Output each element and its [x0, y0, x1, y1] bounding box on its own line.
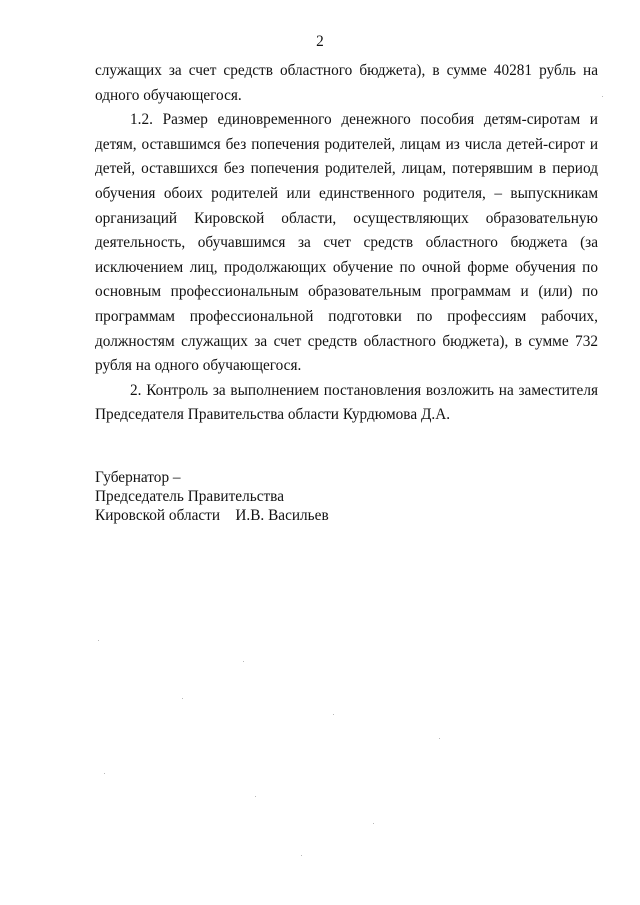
scan-speck	[98, 640, 99, 641]
scan-speck	[373, 823, 374, 824]
scan-speck	[104, 773, 105, 774]
paragraph-2: 2. Контроль за выполнением постановления возложить на заместителя Председателя Правительства области Курдюмова Д.А.	[95, 381, 598, 424]
scan-speck	[602, 96, 603, 97]
signature-block	[95, 468, 598, 525]
scan-speck	[301, 855, 302, 856]
page-number: 2	[316, 33, 324, 50]
signature-region-and-name: Кировской области И.В. Васильев	[95, 507, 329, 524]
scan-speck	[333, 714, 334, 715]
scan-speck	[439, 738, 440, 739]
scan-speck	[255, 796, 256, 797]
paragraph-continuation: служащих за счет средств областного бюджета), в сумме 40281 рубль на одного обучающегося.	[95, 62, 598, 104]
document-body	[95, 59, 598, 428]
paragraph-1-2: 1.2. Размер единовременного денежного пособия детям-сиротам и детям, оставшимся без попечения родителей, лицам из числа детей-сирот и детей, оставшихся без попечения родителей, лицам, потерявшим в период обучения обоих родителей или единственного родителя, – выпускникам организаций Кировской области, осуществляющих образовательную деятельность, обучавшимся за счет средств областного бюджета (за исключением лиц, продолжающих обучение по очной форме обучения по основным профессиональным образовательным программам и (или) по программам профессиональной подготовки по профессиям рабочих, должностям служащих за счет средств областного бюджета), в сумме 732 рубля на одного обучающегося.	[95, 111, 598, 375]
signature-title: Губернатор –	[95, 469, 181, 486]
scan-speck	[243, 661, 244, 662]
signature-position: Председатель Правительства	[95, 488, 284, 505]
scan-speck	[182, 698, 183, 699]
